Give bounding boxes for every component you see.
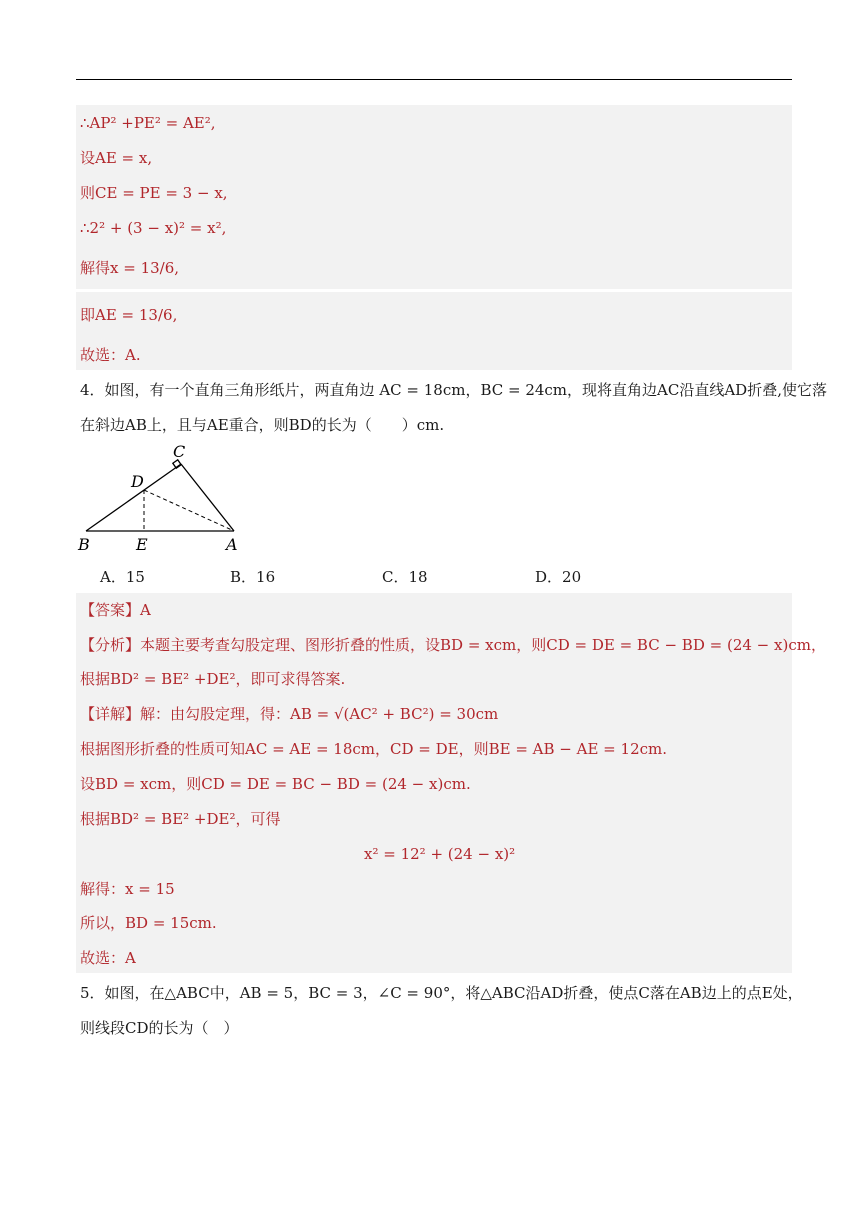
detail-line: 设BD = xcm，则CD = DE = BC − BD = (24 − x)cm.: [80, 775, 471, 793]
option-d: D．20: [535, 568, 582, 586]
analysis-line: 【分析】本题主要考查勾股定理、图形折叠的性质，设BD = xcm，则CD = DE = BC − BD = (24 − x)cm，: [80, 636, 826, 654]
header-rule: [76, 79, 792, 80]
solution-line: 解得x = 13/6,: [80, 259, 180, 277]
question-4-text: 4．如图，有一个直角三角形纸片，两直角边 AC = 18cm，BC = 24cm，现将直角边AC沿直线AD折叠,使它落: [80, 381, 827, 399]
detail-line: 根据BD² = BE² +DE²，可得: [80, 810, 281, 828]
solution-block-2: [76, 292, 792, 370]
solution-choice: 故选：A: [80, 949, 136, 967]
label-b: B: [78, 535, 90, 554]
option-b: B．16: [230, 568, 276, 586]
question-4-text: 在斜边AB上，且与AE重合，则BD的长为（ ）cm.: [80, 416, 445, 434]
answer-line: 【答案】A: [80, 601, 151, 619]
triangle-figure: [76, 442, 256, 557]
label-d: D: [131, 472, 144, 491]
solution-choice: 故选：A.: [80, 346, 141, 364]
solution-line: ∴2² + (3 − x)² = x²,: [80, 219, 227, 237]
question-5-text: 5．如图，在△ABC中，AB = 5，BC = 3，∠C = 90°，将△ABC沿AD折叠，使点C落在AB边上的点E处，: [80, 984, 803, 1002]
question-5-text: 则线段CD的长为（ ）: [80, 1019, 239, 1037]
solution-line: 即AE = 13/6,: [80, 306, 178, 324]
label-e: E: [136, 535, 148, 554]
option-c: C．18: [382, 568, 428, 586]
option-a: A．15: [100, 568, 145, 586]
detail-line: 根据图形折叠的性质可知AC = AE = 18cm，CD = DE，则BE = AB − AE = 12cm.: [80, 740, 668, 758]
label-c: C: [173, 442, 186, 461]
detail-line: 所以，BD = 15cm.: [80, 914, 217, 932]
label-a: A: [226, 535, 238, 554]
detail-line: 解得：x = 15: [80, 880, 175, 898]
centered-equation: x² = 12² + (24 − x)²: [364, 845, 516, 863]
solution-line: ∴AP² +PE² = AE²,: [80, 114, 216, 132]
solution-line: 则CE = PE = 3 − x,: [80, 184, 228, 202]
solution-line: 设AE = x,: [80, 149, 153, 167]
analysis-line: 根据BD² = BE² +DE²，即可求得答案.: [80, 670, 346, 688]
detail-line: 【详解】解：由勾股定理，得：AB = √(AC² + BC²) = 30cm: [80, 705, 499, 723]
